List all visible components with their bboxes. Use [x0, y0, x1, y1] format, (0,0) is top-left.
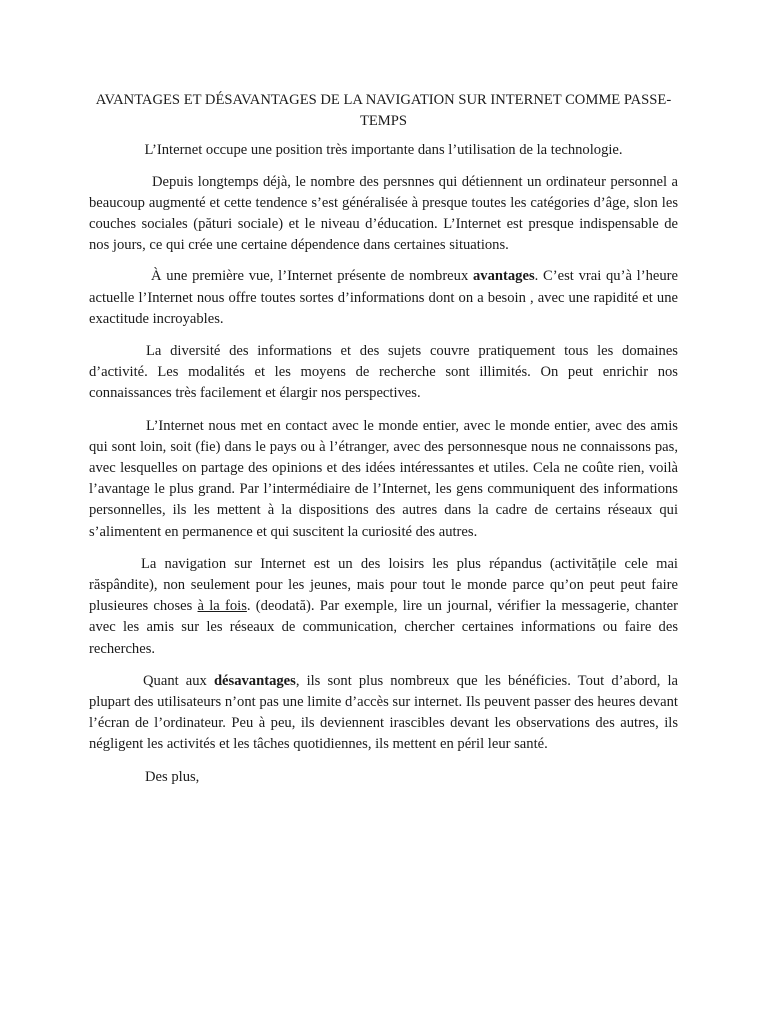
avantages-bold: avantages: [473, 268, 535, 285]
paragraph-6-text-b: , ils sont plus nombreux que les bénéficies. Tout d’abord, la plupart des utilisateurs n’ont pas une limite d’accès sur internet. Ils peuvent passer des heures devant l’écran de l’ordinateur. Peu à peu, ils deviennent irascibles devant les observations des autres, ils négligent les activités et les tâches quotidiennes, ils mettent en péril leur santé.: [89, 672, 678, 753]
paragraph-5: [89, 554, 678, 660]
desavantages-bold: désavantages: [213, 672, 296, 689]
paragraph-5-text-a: La navigation sur Internet est un des loisirs les plus répandus (activitățile cele mai răspândite), non seulement pour les jeunes, mais pour tout le monde parce qu’on peut peut faire plusieures choses: [89, 555, 678, 615]
paragraph-2-text-b: . C’est vrai qu’à l’heure actuelle l’Internet nous offre toutes sortes d’informations dont on a besoin , avec une rapidité et une exactitude incroyables.: [89, 268, 678, 327]
closing-line: Des plus,: [145, 768, 200, 785]
paragraph-1: Depuis longtemps déjà, le nombre des persnnes qui détiennent un ordinateur personnel a beaucoup augmenté et cette tendence s’est généralisée à presque toutes les catégories d’âge, slon les couches sociales (pături sociale) et le niveau d’éducation. L’Internet est presque indispensable de nos jours, ce qui crée une certaine dépendence dans certaines situations.: [89, 173, 678, 254]
paragraph-2-text-a: À une première vue, l’Internet présente de nombreux: [151, 268, 473, 285]
paragraph-4: L’Internet nous met en contact avec le monde entier, avec le monde entier, avec des amis qui sont loin, soit (fie) dans le pays ou à l’étranger, avec des personnesque nous ne connaissons pas, avec lesquelles on partage des opinions et des idées intéressantes et utiles. Cela ne coûte rien, voilà l’avantage le plus grand. Par l’intermédiaire de l’Internet, les gens communiquent des informations personnelles, ils les mettent à la dispositions des autres dans la cadre de certains réseaux qui s’alimentent en permanence et qui suscitent la curiosité des autres.: [89, 417, 678, 540]
paragraph-6: [89, 671, 678, 756]
a-la-fois-underlined: à la fois: [197, 598, 247, 615]
document-title: AVANTAGES ET DÉSAVANTAGES DE LA NAVIGATION SUR INTERNET COMME PASSE-TEMPS: [95, 92, 672, 130]
paragraph-3: La diversité des informations et des sujets couvre pratiquement tous les domaines d’activité. Les modalités et les moyens de recherche sont illimités. On peut enrichir nos connaissances très facilement et élargir nos perspectives.: [89, 343, 678, 402]
document-page: [89, 90, 678, 788]
paragraph-5-text-b: . (deodată). Par exemple, lire un journal, vérifier la messagerie, chanter avec les amis sur les réseaux de communication, chercher certaines informations ou faire des recherches.: [89, 598, 678, 657]
paragraph-6-text-a: Quant aux: [143, 672, 214, 689]
intro-paragraph: L’Internet occupe une position très importante dans l’utilisation de la technologie.: [144, 142, 623, 159]
paragraph-2: [89, 266, 678, 330]
